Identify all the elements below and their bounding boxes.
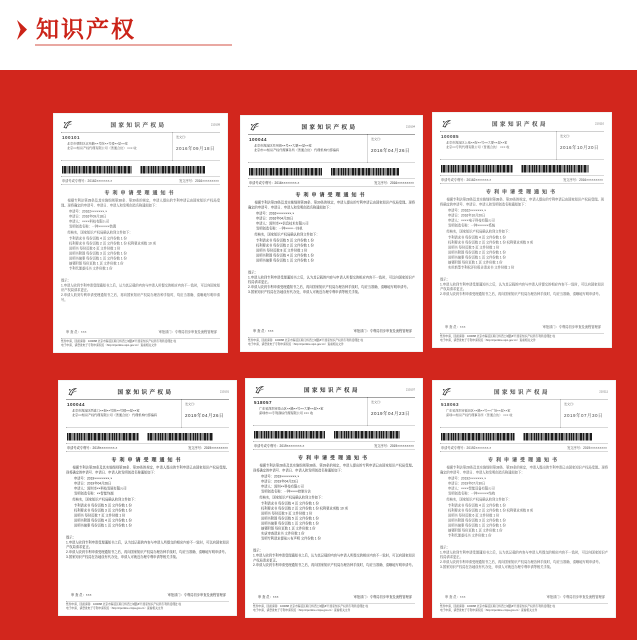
address-line-2: 北京××知识产权代理有限公司（普通合伙） 代理机构内部编码	[72, 413, 157, 418]
corner-code: 210101	[219, 390, 229, 394]
document-page	[245, 378, 423, 618]
doc-text-line: 纸件申请，回函请寄：100088 北京市海淀区蓟门桥西土城路6号 国家知识产权局专利局受理处 收	[61, 340, 177, 344]
doc-text-line: 专利请求书 每份页数 5 页 文件份数 1 份	[74, 503, 132, 508]
doc-text-line: 说明书 每份页数 6 页 文件份数 1 份	[69, 246, 121, 251]
doc-text-line: 专利请求书 每份页数 4 页 文件份数 1 份	[261, 501, 319, 506]
application-info-list	[248, 211, 415, 231]
dispatch-serial-number: 发文序号：2019×××××××××	[567, 446, 607, 450]
cnipa-emblem-icon	[440, 387, 453, 398]
doc-text-line: 2.申请人收到专利申请受理通知书之后，再向国家知识产权局办理各种手续时，均应当准确、清晰地写明申请号。	[440, 292, 602, 297]
patent-document-5	[245, 378, 423, 618]
doc-text-line: 2.申请人收到专利申请受理通知书之后，再向国家知识产权局办理各种手续时，均应当准确、清晰地写明申请号。	[253, 563, 415, 568]
doc-text-line: 电子申请，请登录电子专利申请系统（http://cponline.sipo.gov.cn）查看相关文件	[440, 339, 536, 343]
doc-text-line: 发明创造名称：一种××××××结构	[448, 491, 496, 496]
document-page	[432, 380, 616, 618]
doc-text-line: 电子申请，请登录电子专利申请系统（http://cponline.sipo.gov.cn）查看相关文件	[248, 343, 344, 347]
doc-text-line: 说明书摘要 每份页数 1 页 文件份数 1 份	[74, 523, 132, 528]
doc-text-line: 申请人：深圳××科技有限公司	[261, 484, 304, 489]
doc-text-line: 申请人：××××科技有限公司	[69, 219, 110, 224]
doc-text-line: 申请日：2019年07月30日	[448, 481, 486, 486]
doc-text-line: 申请号：20192×××××××.×	[448, 476, 487, 481]
doc-text-line: 申请人：深圳市××科技发展有限公司	[74, 486, 127, 491]
doc-text-line: 纸件申请，回函请寄：100088 北京市海淀区蓟门桥西土城路6号 国家知识产权局专利局受理处 收	[66, 603, 182, 607]
notes-label: 提示：	[440, 545, 450, 550]
doc-text-line: 申请人：××××智能设备有限公司	[448, 486, 495, 491]
doc-text-line: 说明书 每份页数 8 页 文件份数 1 份	[256, 248, 308, 253]
received-files-list	[440, 503, 608, 538]
patent-document-3	[432, 112, 612, 348]
patent-document-1	[53, 113, 228, 353]
barcode	[62, 166, 132, 174]
doc-text-line: 权利要求书 每份页数 2 页 文件份数 1 份	[256, 243, 314, 248]
doc-text-line: 专利代理委托书 文件份数 1 份	[69, 266, 113, 271]
doc-text-line: 申请号：2016××××××××.×	[256, 211, 295, 216]
received-files-list	[440, 235, 604, 270]
notes-section	[253, 549, 415, 569]
examiner-line: 审 查 员：×××	[445, 595, 466, 600]
doc-text-line: 1.申请人收到专利申请受理通知书之后，认为其记载的内容与申请人所提交的相应内容不一致时，可以向国家知识产权局请求更正。	[253, 553, 415, 563]
intro-paragraph: 根据专利法第28条及其实施细则第38条、第39条的规定，申请人提出的专利申请已由国家知识产权局受理。现将确定的申请号、申请日、申请人和发明创造名称通知如下：	[440, 198, 604, 207]
document-page	[240, 115, 423, 352]
doc-text-line: 纸件申请，回函请寄：100088 北京市海淀区蓟门桥西土城路6号 国家知识产权局专利局受理处 收	[440, 335, 556, 339]
document-footer	[253, 603, 415, 613]
intro-paragraph: 根据专利法第28条及其实施细则第38条、第39条的规定，申请人提出的专利申请已由国家知识产权局受理。现将确定的申请号、申请日、申请人和发明创造名称通知如下：	[248, 201, 415, 210]
dispatch-date-label: 发文日：	[564, 403, 577, 406]
doc-text-line: 权利要求书 每份页数 3 页 文件份数 1 份	[74, 508, 132, 513]
notes-label: 提示：	[66, 535, 76, 540]
notes-section	[440, 277, 604, 297]
application-number: 申请号或专利号：20162×××××××.×	[62, 179, 113, 183]
doc-text-line: 说明书摘要 每份页数 1 页 文件份数 1 份	[69, 256, 127, 261]
agency-title: 国家知识产权局	[492, 121, 548, 128]
doc-text-line: 纸件申请，回函请寄：100088 北京市海淀区蓟门桥西土城路6号 国家知识产权局专利局受理处 收	[253, 605, 369, 609]
received-paragraph: 经核实，国家知识产权局确认收到文件如下：	[446, 229, 512, 234]
application-info-list	[253, 474, 415, 494]
dispatch-serial-number: 发文序号：2016×××××××××	[179, 179, 219, 183]
postal-code: 100044	[249, 137, 268, 142]
cnipa-emblem-icon	[66, 387, 79, 398]
application-number: 申请号或专利号：2016××××××××.×	[249, 181, 300, 185]
barcode	[441, 165, 513, 173]
received-files-list	[66, 503, 229, 528]
corner-code: 210109	[210, 123, 220, 127]
department-line: 审批部门：专利局初步审查及流程管理部	[546, 595, 605, 600]
examiner-line: 审 查 员：×××	[253, 329, 274, 334]
doc-text-line: 说明书摘要 每份页数 1 页 文件份数 1 份	[448, 523, 506, 528]
doc-text-line: 2.申请人收到专利申请受理通知书之后，再向国家知识产权局办理各种手续时，均应当准确、清晰地写明申请号。	[66, 550, 228, 555]
doc-text-line: 2.申请人收到专利申请受理通知书之后，再向国家知识产权局办理各种手续时，均应当准确、清晰地写明申请号。	[440, 560, 602, 565]
examiner-line: 审 查 员：×××	[258, 595, 279, 600]
doc-text-line: 权利要求书 每份页数 2 页 文件份数 1 份 权利要求项数 9 项	[448, 240, 534, 245]
notes-list	[440, 282, 604, 297]
application-info-list	[440, 208, 604, 228]
doc-text-line: 说明书 每份页数 5 页 文件份数 1 份	[448, 245, 500, 250]
notice-title: 专利申请受理通知书	[111, 457, 184, 463]
barcode	[141, 166, 206, 174]
doc-text-line: 说明书 每份页数 9 页 文件份数 1 份	[261, 511, 313, 516]
address-line-1: 北京市海淀区上地××街××号××大厦××层××室	[446, 141, 508, 145]
received-files-list	[253, 501, 415, 541]
doc-text-line: 电子申请，请登录电子专利申请系统（http://cponline.cnipa.gov.cn）查看相关文件	[253, 609, 351, 613]
notes-list	[66, 540, 229, 560]
corner-code: 210111	[599, 390, 608, 394]
doc-text-line: 权利要求书 每份页数 2 页 文件份数 1 份 权利要求项数 8 项	[448, 508, 534, 513]
notice-title: 专利申请受理通知书	[488, 457, 560, 463]
doc-text-line: 2.申请人收到专利申请受理通知书之后，再向国家知识产权局办理各种手续时，均应当准确、清晰地写明申请号。	[61, 293, 220, 302]
doc-text-line: 申请日：2019年04月26日	[74, 481, 112, 486]
notes-label: 提示：	[61, 278, 71, 283]
document-footer	[440, 333, 604, 343]
doc-text-line: 说明书附图 每份页数 4 页 文件份数 1 份	[74, 518, 132, 523]
doc-text-line: 申请号：2019××××××××.×	[261, 474, 300, 479]
document-footer	[66, 601, 229, 611]
notes-label: 提示：	[253, 549, 263, 553]
cnipa-emblem-icon	[253, 385, 266, 396]
dispatch-serial-number: 发文序号：2019×××××××××	[188, 446, 228, 450]
document-page	[53, 113, 228, 353]
section-header	[0, 0, 637, 70]
doc-text-line: 3.国家知识产权局在各地设有代办处，申请人可就近办理专利申请等相关手续。	[66, 555, 180, 559]
doc-text-line: 摘要附图 每份页数 1 页 文件份数 1 份	[261, 526, 316, 531]
notice-title: 专利申请受理通知书	[295, 192, 368, 198]
corner-code: 210110	[595, 122, 604, 126]
address-line-2: 北京××知识产权代理有限公司（普通合伙） ××× 收	[67, 146, 137, 151]
doc-text-line: 说明书摘要 每份页数 1 页 文件份数 1 份	[261, 521, 319, 526]
doc-text-line: 申请人：××××电子科技有限公司	[448, 218, 495, 223]
cnipa-emblem-icon	[61, 120, 74, 131]
application-number: 申请号或专利号：20192×××××××.×	[441, 446, 492, 450]
document-footer	[248, 337, 415, 347]
doc-text-line: 申请号：20162×××××××.×	[69, 209, 108, 214]
notes-list	[253, 553, 415, 568]
doc-text-line: 说明书附图 每份页数 5 页 文件份数 1 份	[261, 516, 319, 521]
received-files-list	[61, 236, 220, 271]
received-paragraph: 经核实，国家知识产权局确认收到文件如下：	[446, 497, 512, 502]
department-line: 审批部门：专利局初步审查及流程管理部	[542, 325, 601, 330]
dispatch-date-label: 发文日：	[371, 401, 384, 404]
corner-code: 210107	[405, 388, 415, 392]
doc-text-line: 1.申请人收到专利申请受理通知书之后，认为其记载的内容与申请人所提交的相应内容不一致时，可以向国家知识产权局请求更正。	[440, 282, 604, 292]
doc-text-line: 3.国家知识产权局在各地设有代办处，申请人可就近办理专利申请等相关手续。	[440, 565, 554, 569]
doc-text-line: 电子申请，请登录电子专利申请系统（http://cponline.cnipa.gov.cn）查看相关文件	[66, 607, 164, 611]
section-arrow-icon	[14, 18, 30, 42]
doc-text-line: 纸件申请，回函请寄：100088 北京市海淀区蓟门桥西土城路6号 国家知识产权局专利局受理处 收	[440, 605, 556, 609]
barcode	[147, 433, 213, 441]
agency-title: 国家知识产权局	[110, 122, 167, 129]
notice-title: 专利申请受理通知书	[104, 190, 177, 196]
intro-paragraph: 根据专利法第28条及其实施细则第38条、第39条的规定，申请人提出的专利申请已由国家知识产权局受理。现将确定的申请号、申请日、申请人和发明创造名称通知如下：	[61, 199, 220, 208]
doc-text-line: 电子申请，请登录电子专利申请系统（http://cponline.cnipa.gov.cn）查看相关文件	[440, 609, 538, 613]
doc-text-line: 专利请求书 每份页数 4 页 文件份数 1 份	[448, 235, 506, 240]
intro-paragraph: 根据专利法第28条及其实施细则第38条、第39条的规定，申请人提出的专利申请已由国家知识产权局受理。现将确定的申请号、申请日、申请人和发明创造名称通知如下：	[66, 466, 229, 475]
address-line-2: 北京××专利代理有限公司（普通合伙） ××× 收	[446, 145, 510, 150]
dispatch-date: 2019年04月23日	[371, 411, 411, 416]
department-line: 审批部门：专利局初步审查及流程管理部	[167, 593, 226, 598]
postal-code: 100101	[62, 135, 81, 140]
doc-text-line: 摘要附图 每份页数 1 页 文件份数 1 份	[448, 528, 503, 533]
doc-text-line: 权利要求书 每份页数 2 页 文件份数 1 份 权利要求项数 10 项	[261, 506, 348, 511]
patent-document-2	[240, 115, 423, 352]
doc-text-line: 说明书 每份页数 6 页 文件份数 1 份	[448, 513, 500, 518]
notice-title: 专利申请受理通知书	[486, 189, 558, 195]
doc-text-line: 说明书附图 每份页数 4 页 文件份数 1 份	[256, 253, 314, 258]
barcode	[67, 433, 138, 441]
doc-text-line: 摘要附图 每份页数 1 页 文件份数 1 份	[69, 261, 124, 266]
received-files-list	[248, 238, 415, 263]
agency-title: 国家知识产权局	[304, 387, 360, 394]
patent-document-4	[58, 380, 237, 616]
application-info-list	[66, 476, 229, 496]
address-line-1: 北京市海淀区西直门××街××号院××号楼××层××室	[72, 409, 140, 413]
notes-section	[61, 278, 220, 302]
doc-text-line: 2.申请人收到专利申请受理通知书之后，再向国家知识产权局办理各种手续时，均应当准确、清晰地写明申请号。	[248, 285, 410, 290]
notes-section	[248, 270, 415, 294]
barcode	[523, 433, 591, 441]
dispatch-date-label: 发文日：	[371, 138, 384, 141]
notes-label: 提示：	[440, 277, 450, 282]
notes-list	[248, 275, 415, 295]
intro-paragraph: 根据专利法第28条及其实施细则第38条、第39条的规定，申请人提出的专利申请已由国家知识产权局受理。现将确定的申请号、申请日、申请人和发明创造名称通知如下：	[440, 466, 608, 475]
address-line-1: 广东省深圳市福田区××路××号××广场××层××室	[446, 409, 511, 413]
address-line-2: 深圳市××专利商标代理有限公司 ××× 收	[259, 411, 314, 416]
doc-text-line: 实用新型专利权评价报告请求书 文件份数 1 份	[448, 265, 515, 270]
page-title: 知识产权	[36, 16, 136, 42]
dispatch-date-label: 发文日：	[560, 135, 573, 138]
application-info-list	[61, 209, 220, 229]
barcode	[441, 433, 514, 441]
doc-text-line: 申请日：2016年10月20日	[448, 213, 486, 218]
doc-text-line: 申请人：深圳市××信息技术有限公司	[256, 221, 309, 226]
application-number: 申请号或专利号：2019××××××××.×	[67, 446, 118, 450]
doc-text-line: 申请日：2016年04月26日	[256, 216, 294, 221]
postal-code: 100044	[67, 402, 86, 407]
examiner-line: 审 查 员：×××	[71, 593, 92, 598]
doc-text-line: 摘要附图 每份页数 1 页 文件份数 1 份	[448, 260, 503, 265]
barcode	[249, 168, 322, 176]
notes-list	[440, 550, 608, 570]
doc-text-line: 说明书摘要 每份页数 1 页 文件份数 1 份	[256, 258, 314, 263]
doc-text-line: 专利请求书 每份页数 4 页 文件份数 1 份	[448, 503, 506, 508]
notice-title: 专利申请受理通知书	[298, 455, 370, 461]
barcode	[334, 431, 400, 439]
address-line-1: 北京市朝阳区北苑路××号院××号楼××层××室	[67, 142, 128, 146]
department-line: 审批部门：专利局初步审查及流程管理部	[353, 595, 412, 600]
barcode	[254, 431, 325, 439]
dispatch-date: 2016年04月26日	[371, 148, 411, 153]
doc-text-line: 申请号：20162×××××××.×	[448, 208, 487, 213]
dispatch-date: 2019年07月30日	[564, 413, 604, 418]
document-footer	[440, 603, 608, 613]
postal-code: 100085	[441, 134, 460, 139]
agency-title: 国家知识产权局	[494, 389, 550, 396]
cnipa-emblem-icon	[248, 122, 261, 133]
dispatch-serial-number: 发文序号：2016×××××××××	[374, 181, 414, 185]
dispatch-serial-number: 发文序号：2016×××××××××	[563, 178, 603, 182]
dispatch-date-label: 发文日：	[176, 136, 189, 139]
barcode	[331, 168, 399, 176]
notes-label: 提示：	[248, 270, 258, 275]
doc-text-line: 专利代理委托书 文件份数 1 份	[448, 533, 492, 538]
doc-text-line: 专利请求书 每份页数 5 页 文件份数 1 份	[256, 238, 314, 243]
doc-text-line: 3.国家知识产权局在各地设有代办处，申请人可就近办理专利申请等相关手续。	[248, 290, 362, 294]
doc-text-line: 说明书附图 每份页数 3 页 文件份数 1 份	[69, 251, 127, 256]
doc-text-line: 说明书摘要 每份页数 1 页 文件份数 1 份	[448, 255, 506, 260]
doc-text-line: 1.申请人收到专利申请受理通知书之后，认为其记载的内容与申请人所提交的相应内容不一致时，可以向国家知识产权局请求更正。	[66, 540, 229, 550]
doc-text-line: 1.申请人收到专利申请受理通知书之后，认为其记载的内容与申请人所提交的相应内容不一致时，可以向国家知识产权局请求更正。	[440, 550, 608, 560]
address-line-1: 广东省深圳市南山区××路××号××大厦××层××室	[259, 407, 324, 411]
doc-text-line: 申请号：2019××××××××.×	[74, 476, 113, 481]
doc-text-line: 发明创造名称：××智能终端	[74, 491, 114, 496]
intro-paragraph: 根据专利法第28条及其实施细则第38条、第39条的规定，申请人提出的专利申请已由国家知识产权局受理。现将确定的申请号、申请日、申请人和发明创造名称通知如下：	[253, 464, 415, 473]
dispatch-date: 2016年09月18日	[176, 146, 216, 151]
doc-text-line: 纸件申请，回函请寄：100088 北京市海淀区蓟门桥西土城路6号 国家知识产权局专利局受理处 收	[248, 339, 364, 343]
corner-code: 210104	[405, 125, 415, 129]
document-footer	[61, 338, 220, 348]
barcode	[522, 165, 589, 173]
dispatch-serial-number: 发文序号：2019×××××××××	[374, 444, 414, 448]
address-line-2: 深圳××知识产权代理事务所（普通合伙） ××× 收	[446, 413, 513, 418]
department-line: 审批部门：专利局初步审查及流程管理部	[158, 330, 217, 335]
doc-text-line: 1.申请人收到专利申请受理通知书之后，认为其记载的内容与申请人所提交的相应内容不一致时，可以向国家知识产权局请求更正。	[61, 283, 220, 293]
received-paragraph: 经核实，国家知识产权局确认收到文件如下：	[67, 230, 133, 235]
application-number: 申请号或专利号：20162×××××××.×	[441, 178, 492, 182]
received-paragraph: 经核实，国家知识产权局确认收到文件如下：	[72, 497, 138, 502]
notes-section	[440, 545, 608, 569]
address-line-2: 北京市××知识产权代理事务所（普通合伙） 代理机构内部编码	[254, 148, 339, 153]
cnipa-emblem-icon	[440, 119, 453, 130]
received-paragraph: 经核实，国家知识产权局确认收到文件如下：	[254, 232, 320, 237]
doc-text-line: 申请日：2019年04月23日	[261, 479, 299, 484]
received-paragraph: 经核实，国家知识产权局确认收到文件如下：	[259, 495, 325, 500]
doc-text-line: 发明创造名称：一种××××控制方法	[261, 489, 311, 494]
document-page	[58, 380, 237, 616]
doc-text-line: 发明创造名称：一种××××××系统	[448, 223, 496, 228]
agency-title: 国家知识产权局	[117, 389, 174, 396]
postal-code: 518063	[441, 402, 460, 407]
doc-text-line: 发明创造名称：一种××××××装置	[69, 224, 117, 229]
doc-text-line: 说明书 每份页数 7 页 文件份数 1 份	[74, 513, 126, 518]
dispatch-date-label: 发文日：	[185, 403, 198, 406]
examiner-line: 审 查 员：×××	[66, 330, 87, 335]
address-line-1: 北京市海淀区苏州街××号××大厦××层××室	[254, 144, 312, 148]
examiner-line: 审 查 员：×××	[445, 325, 466, 330]
doc-text-line: 说明书附图 每份页数 3 页 文件份数 1 份	[448, 518, 506, 523]
dispatch-date: 2019年04月26日	[185, 413, 225, 418]
doc-text-line: 发明专利请求提前公布声明 文件份数 1 份	[261, 536, 321, 541]
document-page	[432, 112, 612, 348]
department-line: 审批部门：专利局初步审查及流程管理部	[353, 329, 412, 334]
doc-text-line: 1.申请人收到专利申请受理通知书之后，认为其记载的内容与申请人所提交的相应内容不一致时，可以向国家知识产权局请求更正。	[248, 275, 415, 285]
title-underline	[35, 44, 232, 46]
notes-list	[61, 283, 220, 303]
doc-text-line: 申请日：2016年09月18日	[69, 214, 107, 219]
doc-text-line: 权利要求书 每份页数 2 页 文件份数 1 份 权利要求项数 10 项	[69, 241, 156, 246]
patent-document-6	[432, 380, 616, 618]
doc-text-line: 发明创造名称：一种××××一体机	[256, 226, 303, 231]
doc-text-line: 说明书附图 每份页数 2 页 文件份数 1 份	[448, 250, 506, 255]
postal-code: 518057	[254, 400, 273, 405]
doc-text-line: 电子申请，请登录电子专利申请系统（http://cponline.sipo.gov.cn）查看相关文件	[61, 344, 157, 348]
doc-text-line: 实质审查请求书 文件份数 1 份	[261, 531, 305, 536]
notes-section	[66, 535, 229, 559]
dispatch-date: 2016年10月20日	[560, 145, 600, 150]
application-number: 申请号或专利号：2019××××××××.×	[254, 444, 305, 448]
agency-title: 国家知识产权局	[301, 124, 358, 131]
application-info-list	[440, 476, 608, 496]
doc-text-line: 专利请求书 每份页数 4 页 文件份数 1 份	[69, 236, 127, 241]
